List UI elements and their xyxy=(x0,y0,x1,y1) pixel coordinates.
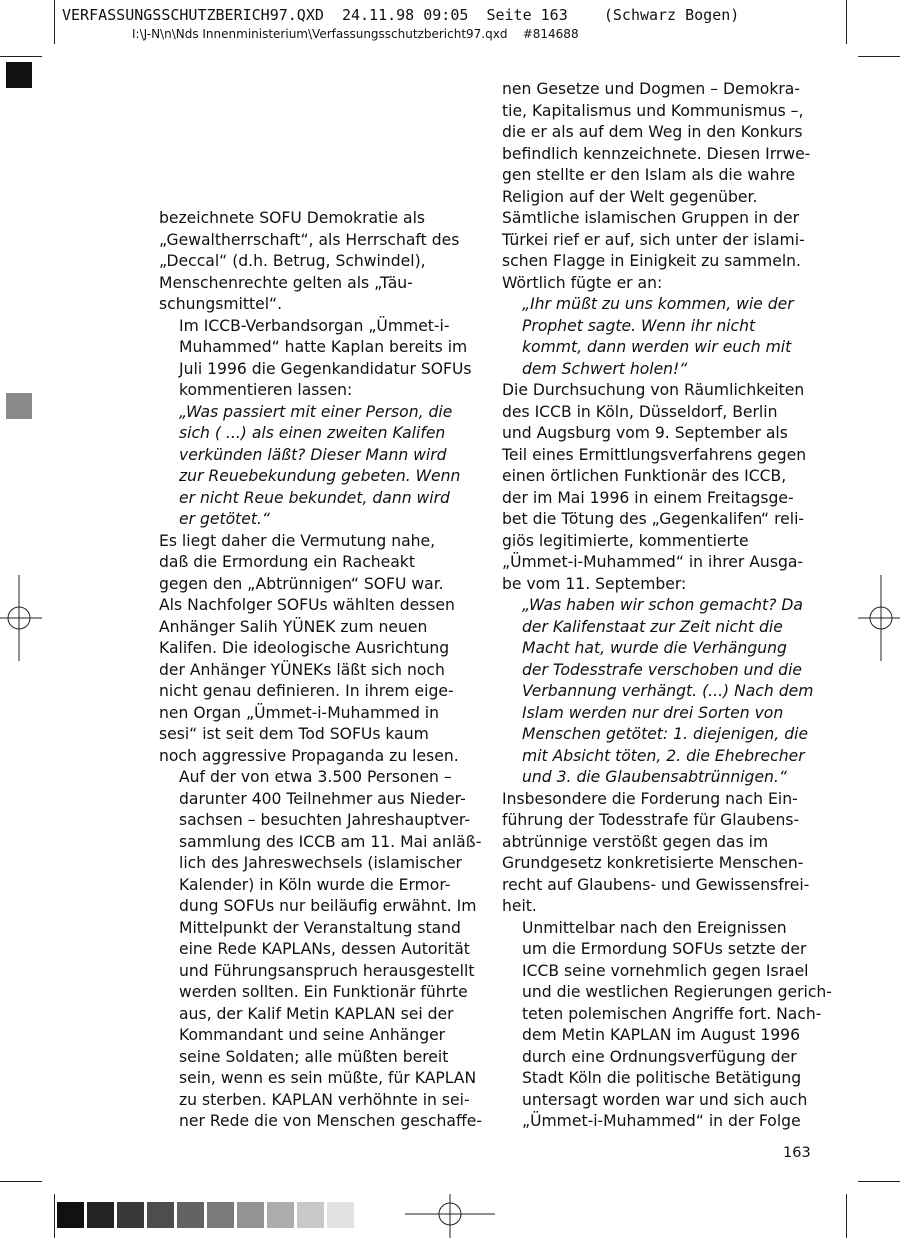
text-line: befindlich kennzeichnete. Diesen Irrwe- xyxy=(502,144,811,163)
text-line: bet die Tötung des „Gegenkalifen“ reli- xyxy=(502,510,805,528)
crop-mark xyxy=(54,0,55,44)
color-swatch xyxy=(177,1202,204,1228)
paragraph xyxy=(502,918,832,1133)
text-line: Macht hat, wurde die Verhängung xyxy=(522,639,787,657)
file-path-line: I:\J-N\n\Nds Innenministerium\Verfassungsschutzbericht97.qxd #814688 xyxy=(132,27,579,41)
color-swatch xyxy=(327,1202,354,1228)
black-square-mark xyxy=(6,62,32,88)
grey-square-mark xyxy=(6,393,32,419)
text-line: teten polemischen Angriffe fort. Nach- xyxy=(522,1004,822,1023)
text-line: „Ümmet-i-Muhammed“ in ihrer Ausga- xyxy=(502,553,804,571)
text-line: tie, Kapitalismus und Kommunismus –, xyxy=(502,101,804,120)
block-quote xyxy=(179,402,465,531)
text-line: führung der Todesstrafe für Glaubens- xyxy=(502,811,800,829)
text-line: „Gewaltherrschaft“, als Herrschaft des xyxy=(159,230,460,249)
text-line: der im Mai 1996 in einem Freitagsge- xyxy=(502,488,794,507)
text-line: be vom 11. September: xyxy=(502,574,687,593)
text-line: Verbannung verhängt. (...) Nach dem xyxy=(522,682,814,700)
text-line: um die Ermordung SOFUs setzte der xyxy=(522,940,807,958)
text-line: „Deccal“ (d.h. Betrug, Schwindel), xyxy=(159,252,426,270)
block-quote xyxy=(522,294,808,380)
text-line: sein, wenn es sein müßte, für KAPLAN xyxy=(179,1069,477,1087)
crop-mark xyxy=(846,0,847,44)
text-line: der Anhänger YÜNEKs läßt sich noch xyxy=(159,660,445,679)
page-number: 163 xyxy=(783,1145,811,1161)
text-line: kommentieren lassen: xyxy=(179,381,353,399)
text-line: und die westlichen Regierungen gerich- xyxy=(522,983,832,1001)
text-line: „Was haben wir schon gemacht? Da xyxy=(522,596,803,614)
text-line: nen Gesetze und Dogmen – Demokra- xyxy=(502,80,800,98)
text-line: noch aggressive Propaganda zu lesen. xyxy=(159,746,459,765)
text-line: sich ( ...) als einen zweiten Kalifen xyxy=(179,424,446,442)
text-line: sammlung des ICCB am 11. Mai anläß- xyxy=(179,832,482,851)
text-line: zur Reuebekundung gebeten. Wenn xyxy=(179,467,461,485)
text-line: „Was passiert mit einer Person, die xyxy=(179,402,453,421)
text-line: aus, der Kalif Metin KAPLAN sei der xyxy=(179,1004,454,1023)
text-line: abtrünnige verstößt gegen das im xyxy=(502,832,769,851)
text-line: Prophet sagte. Wenn ihr nicht xyxy=(522,316,756,335)
crop-mark xyxy=(0,56,42,57)
text-line: Menschenrechte gelten als „Täu- xyxy=(159,273,413,292)
text-line: und Augsburg vom 9. September als xyxy=(502,424,788,442)
text-line: er nicht Reue bekundet, dann wird xyxy=(179,488,450,507)
text-line: Insbesondere die Forderung nach Ein- xyxy=(502,789,798,808)
text-line: gen stellte er den Islam als die wahre xyxy=(502,166,796,184)
color-swatch xyxy=(117,1202,144,1228)
text-line: heit. xyxy=(502,897,537,915)
block-quote xyxy=(522,595,814,789)
text-line: des ICCB in Köln, Düsseldorf, Berlin xyxy=(502,402,778,421)
crop-mark xyxy=(54,1194,55,1238)
text-line: sachsen – besuchten Jahreshauptver- xyxy=(179,811,470,829)
crop-mark xyxy=(0,1181,42,1182)
text-line: zu sterben. KAPLAN verhöhnte in sei- xyxy=(179,1090,470,1109)
text-line: Islam werden nur drei Sorten von xyxy=(522,703,784,722)
text-line: „Ihr müßt zu uns kommen, wie der xyxy=(522,295,794,313)
text-line: ner Rede die von Menschen geschaffe- xyxy=(179,1112,482,1130)
color-swatch xyxy=(57,1202,84,1228)
text-line: recht auf Glaubens- und Gewissensfrei- xyxy=(502,875,810,894)
text-line: sesi“ ist seit dem Tod SOFUs kaum xyxy=(159,725,429,743)
text-line: Religion auf der Welt gegenüber. xyxy=(502,187,758,206)
text-line: der Todesstrafe verschoben und die xyxy=(522,660,802,679)
text-line: Muhammed“ hatte Kaplan bereits im xyxy=(179,338,468,356)
text-line: Die Durchsuchung von Räumlichkeiten xyxy=(502,381,805,399)
text-line: Kommandant und seine Anhänger xyxy=(179,1026,446,1044)
color-swatch xyxy=(87,1202,114,1228)
paragraph xyxy=(159,531,465,768)
text-line: der Kalifenstaat zur Zeit nicht die xyxy=(522,617,783,636)
text-line: er getötet.“ xyxy=(179,510,270,528)
registration-mark-bottom xyxy=(405,1194,495,1238)
text-line: eine Rede KAPLANs, dessen Autorität xyxy=(179,940,470,958)
text-line: giös legitimierte, kommentierte xyxy=(502,531,749,550)
text-line: Grundgesetz konkretisierte Menschen- xyxy=(502,854,804,872)
crop-mark xyxy=(846,1194,847,1238)
text-line: bezeichnete SOFU Demokratie als xyxy=(159,209,426,227)
text-line: gegen den „Abtrünnigen“ SOFU war. xyxy=(159,574,444,593)
text-line: nicht genau definieren. In ihrem eige- xyxy=(159,682,454,700)
paragraph xyxy=(502,380,808,595)
text-line: Kalifen. Die ideologische Ausrichtung xyxy=(159,639,450,657)
text-line: Als Nachfolger SOFUs wählten dessen xyxy=(159,596,455,614)
text-line: dung SOFUs nur beiläufig erwähnt. Im xyxy=(179,897,477,915)
text-line: daß die Ermordung ein Racheakt xyxy=(159,553,415,571)
text-line: „Ümmet-i-Muhammed“ in der Folge xyxy=(522,1112,801,1130)
text-line: Teil eines Ermittlungsverfahrens gegen xyxy=(502,445,807,464)
registration-mark-left xyxy=(0,575,42,661)
text-line: mit Absicht töten, 2. die Ehebrecher xyxy=(522,746,805,765)
paragraph xyxy=(502,789,808,918)
text-line: Menschen getötet: 1. diejenigen, die xyxy=(522,725,809,743)
text-line: Im ICCB-Verbandsorgan „Ümmet-i- xyxy=(179,316,450,335)
text-line: und Führungsanspruch herausgestellt xyxy=(179,961,475,980)
text-line: Sämtliche islamischen Gruppen in der xyxy=(502,209,799,227)
color-swatch xyxy=(297,1202,324,1228)
text-line: seine Soldaten; alle müßten bereit xyxy=(179,1047,449,1066)
text-line: darunter 400 Teilnehmer aus Nieder- xyxy=(179,789,466,808)
paragraph xyxy=(159,316,472,402)
right-text-column xyxy=(502,79,832,1133)
text-line: Mittelpunkt der Veranstaltung stand xyxy=(179,918,461,937)
color-swatch xyxy=(147,1202,174,1228)
paragraph xyxy=(502,79,811,294)
text-line: ICCB seine vornehmlich gegen Israel xyxy=(522,961,809,980)
text-line: und 3. die Glaubensabtrünnigen.“ xyxy=(522,768,787,786)
text-line: Stadt Köln die politische Betätigung xyxy=(522,1069,802,1087)
text-line: nen Organ „Ümmet-i-Muhammed in xyxy=(159,703,440,722)
text-line: Türkei rief er auf, sich unter der islami- xyxy=(502,230,805,249)
text-line: schen Flagge in Einigkeit zu sammeln. xyxy=(502,252,802,270)
text-line: Anhänger Salih YÜNEK zum neuen xyxy=(159,617,428,636)
registration-mark-right xyxy=(858,575,900,661)
crop-mark xyxy=(858,1181,900,1182)
paragraph xyxy=(159,767,482,1133)
text-line: verkünden läßt? Dieser Mann wird xyxy=(179,445,447,464)
text-line: dem Schwert holen!“ xyxy=(522,359,688,378)
text-line: kommt, dann werden wir euch mit xyxy=(522,338,792,356)
text-line: dem Metin KAPLAN im August 1996 xyxy=(522,1026,801,1044)
color-swatch xyxy=(237,1202,264,1228)
text-line: werden sollten. Ein Funktionär führte xyxy=(179,983,468,1001)
text-line: Kalender) in Köln wurde die Ermor- xyxy=(179,875,451,894)
text-line: Auf der von etwa 3.500 Personen – xyxy=(179,768,452,786)
text-line: durch eine Ordnungsverfügung der xyxy=(522,1047,797,1066)
text-line: Unmittelbar nach den Ereignissen xyxy=(522,918,787,937)
crop-mark xyxy=(858,56,900,57)
left-text-column xyxy=(159,208,482,1133)
text-line: einen örtlichen Funktionär des ICCB, xyxy=(502,467,787,485)
color-swatch xyxy=(207,1202,234,1228)
text-line: Wörtlich fügte er an: xyxy=(502,273,663,292)
text-line: die er als auf dem Weg in den Konkurs xyxy=(502,123,803,141)
text-line: untersagt worden war und sich auch xyxy=(522,1090,808,1109)
color-swatch xyxy=(267,1202,294,1228)
text-line: Es liegt daher die Vermutung nahe, xyxy=(159,531,436,550)
paragraph xyxy=(159,208,465,316)
text-line: lich des Jahreswechsels (islamischer xyxy=(179,854,462,872)
text-line: schungsmittel“. xyxy=(159,295,283,313)
print-slug-line: VERFASSUNGSSCHUTZBERICH97.QXD 24.11.98 09:05 Seite 163 (Schwarz Bogen) xyxy=(62,6,740,24)
text-line: Juli 1996 die Gegenkandidatur SOFUs xyxy=(179,359,472,378)
